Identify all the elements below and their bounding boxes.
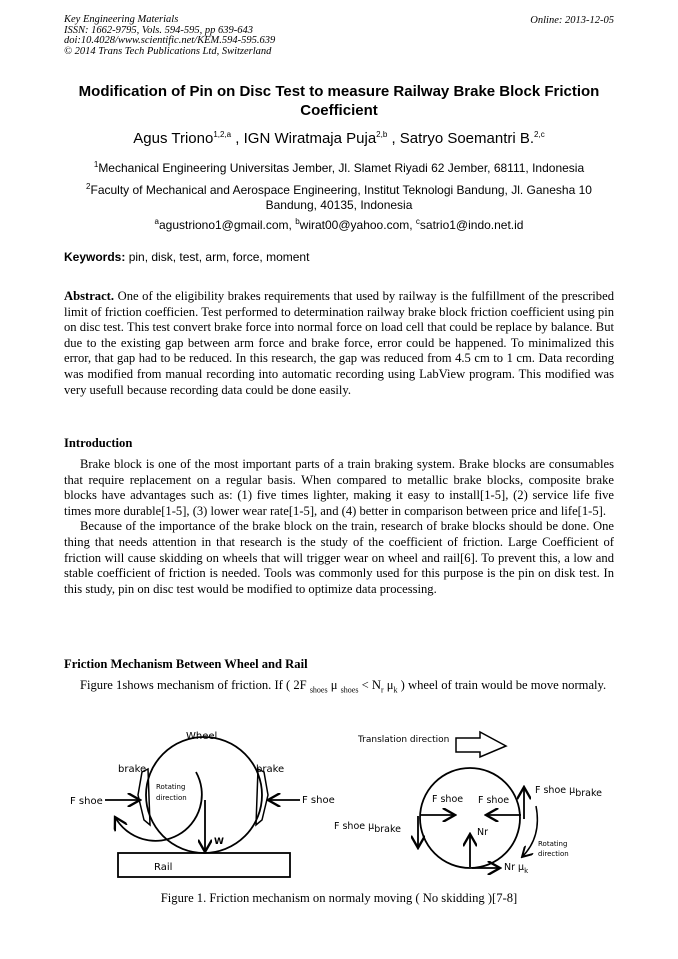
label-w: W — [214, 837, 224, 847]
email-sup: a — [154, 217, 159, 226]
journal-header — [64, 15, 275, 57]
paragraph: Because of the importance of the brake block on the train, research of brake blocks should be done. One thing that needs attention in that research is the study of the coefficient of friction. Large Coefficient of friction will cause skidding on wheels that will trigger wear on wheel and rail[6]. To prevent this, a low and stable coefficient of friction is needed. Tools was commonly used for this purpose is the pin on disk test. In this study, pin on disc test would be modified to optimize data processing. — [64, 519, 614, 596]
keywords — [64, 250, 309, 264]
abstract — [64, 289, 614, 398]
label-fshoe: F shoe — [70, 796, 103, 807]
affiliation-2 — [64, 179, 614, 213]
label-fshoe: F shoe — [302, 795, 335, 806]
introduction-section — [64, 436, 614, 597]
label-wheel: Wheel — [186, 731, 218, 742]
author-name: , IGN Wiratmaja Puja — [235, 130, 377, 147]
copyright: © 2014 Trans Tech Publications Ltd, Switzerland — [64, 45, 272, 57]
author-sup: 1,2,a — [213, 130, 232, 139]
wheel-friction-diagram — [334, 732, 602, 875]
label-brake: brake — [118, 764, 147, 775]
author-sup: 2,b — [376, 130, 388, 139]
label-nr-mu: Nr $\mu_k$ — [504, 862, 529, 875]
figure-1-diagram — [60, 722, 630, 882]
aff-text: Faculty of Mechanical and Aerospace Engineering, Institut Teknologi Bandung, Jl. Ganesha 10 Bandung, 40135, Indonesia — [90, 183, 592, 212]
label-rotating: Rotating — [156, 783, 186, 791]
paragraph: Figure 1shows mechanism of friction. If ( 2F $_{shoes}$ μ $_{shoes} < N_r$ $\mu_k$ ) wheel of train would be move normaly. — [80, 678, 607, 695]
email-sup: c — [415, 217, 420, 226]
aff-sup: 1 — [93, 160, 99, 169]
paper-title: Modification of Pin on Disc Test to measure Railway Brake Block Friction Coefficient — [78, 83, 600, 119]
rail — [118, 853, 290, 877]
journal-name: Key Engineering Materials — [64, 14, 179, 25]
aff-text: Mechanical Engineering Universitas Jember, Jl. Slamet Riyadi 62 Jember, 68111, Indonesia — [98, 161, 585, 175]
email-sup: b — [295, 217, 300, 226]
author-name: , Satryo Soemantri B. — [391, 130, 535, 147]
label-direction: direction — [538, 850, 569, 858]
issn: ISSN: 1662-9795, Vols. 594-595, pp 639-643 — [64, 24, 253, 36]
label-rotating: Rotating — [538, 840, 568, 848]
section-heading: Introduction — [64, 436, 133, 450]
online-date: Online: 2013-12-05 — [530, 15, 614, 26]
figure-caption: Figure 1. Friction mechanism on normaly moving ( No skidding )[7-8] — [160, 891, 518, 905]
label-fshoe-mu-left: F shoe μbrake — [334, 821, 401, 835]
abstract-text: One of the eligibility brakes requirements that used by railway is the fulfillment of the prescribed limit of friction coefficien. Test performed to determination railway brake block friction coefficient using pin on disc test. This test convert brake force into normal force on load cell that could be replace by balance. But due to the existing gap between arm force and brake force, error could be happened. To minimalized this error, that gap had to be reduced. In this research, the gap was reduced from 4.5 cm to 1 cm. Data recording was modified from manual recording into automatic recording using LabView program. This modified was very usefull because recording data could be done easily. — [64, 289, 614, 397]
label-fshoe: F shoe — [478, 795, 510, 806]
affiliation-1 — [64, 157, 614, 176]
abstract-label: Abstract. — [64, 289, 115, 303]
friction-section — [64, 657, 614, 698]
label-translation: Translation direction — [358, 735, 450, 745]
email[interactable]: wirat00@yahoo.com, — [299, 218, 416, 232]
author-sup: 2,c — [534, 130, 545, 139]
label-direction: direction — [156, 794, 187, 802]
keywords-label: Keywords: — [64, 250, 126, 264]
label-fshoe: F shoe — [432, 794, 464, 805]
aff-sup: 2 — [86, 182, 91, 191]
email[interactable]: satrio1@indo.net.id — [419, 218, 524, 232]
paragraph: Brake block is one of the most important parts of a train braking system. Brake blocks are consumables that require replacement on a regular basis. When compared to metallic brake blocks, composite brake blocks have advantages such as: (1) five times lighter, making it easy to install[1-5], (2) service life five times more durable[1-5], (3) lower wear rate[1-5], and (4) better in comparison between price and life[1-5]. — [64, 457, 614, 518]
label-rail: Rail — [154, 862, 173, 873]
emails — [64, 214, 614, 233]
label-fshoe-mu-right: F shoe μbrake — [535, 785, 602, 799]
email[interactable]: agustriono1@gmail.com, — [158, 218, 296, 232]
translation-arrow — [456, 732, 506, 757]
authors — [64, 130, 614, 147]
wheel-braking-diagram — [70, 731, 335, 877]
doi: doi:10.4028/www.scientific.net/KEM.594-595.639 — [64, 35, 276, 46]
section-heading: Friction Mechanism Between Wheel and Rail — [64, 657, 308, 671]
author-name: Agus Triono — [133, 130, 214, 147]
label-brake: brake — [256, 764, 285, 775]
keywords-text: pin, disk, test, arm, force, moment — [125, 250, 310, 264]
label-nr: Nr — [477, 827, 489, 838]
brake-block-left — [138, 769, 150, 825]
